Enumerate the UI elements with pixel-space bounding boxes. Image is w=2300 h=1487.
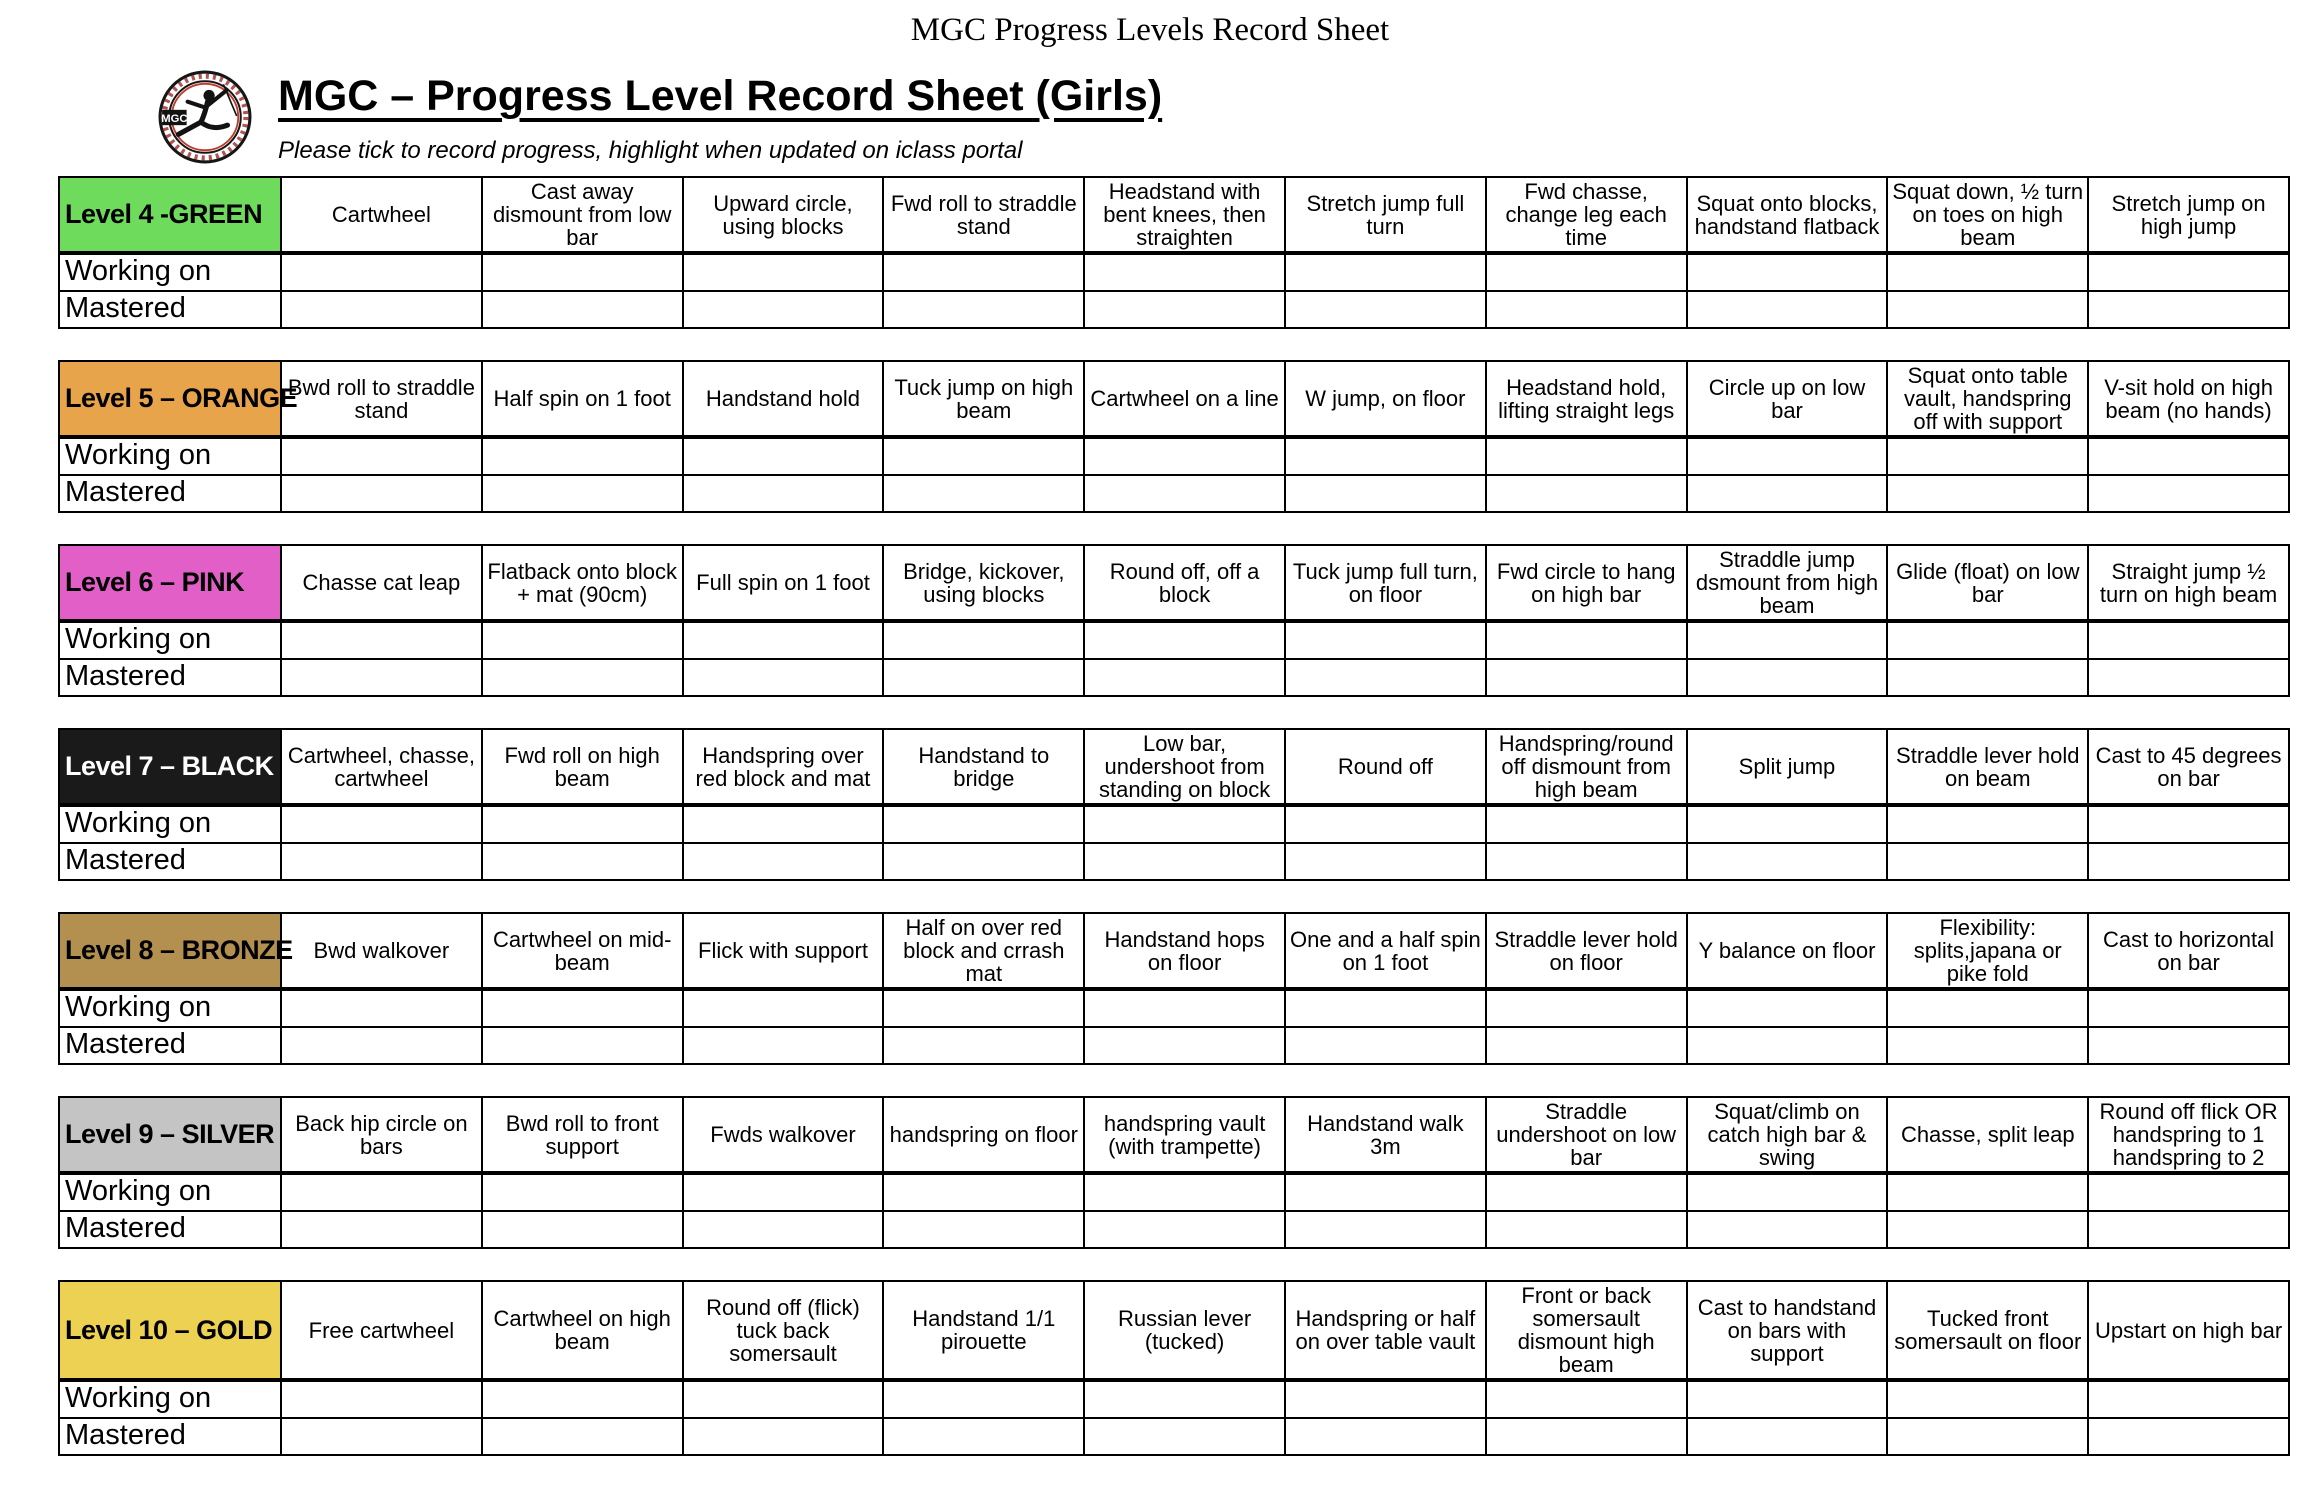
tick-cell-working[interactable]: [1486, 805, 1687, 843]
tick-cell-mastered[interactable]: [1486, 1418, 1687, 1455]
tick-cell-working[interactable]: [281, 253, 482, 291]
tick-cell-mastered[interactable]: [1486, 843, 1687, 880]
level-table: [58, 176, 2290, 329]
tick-cell-mastered[interactable]: [482, 1211, 683, 1248]
tick-cell-working[interactable]: [883, 1173, 1084, 1211]
tick-cell-mastered[interactable]: [1887, 1211, 2088, 1248]
tick-cell-working[interactable]: [1887, 1173, 2088, 1211]
skill-header: Bwd roll to straddle stand: [281, 361, 482, 437]
tick-cell-working[interactable]: [482, 437, 683, 475]
tick-cell-working[interactable]: [1887, 437, 2088, 475]
row-label-working: Working on: [59, 1380, 281, 1418]
skill-header: Flick with support: [683, 913, 884, 989]
tick-cell-mastered[interactable]: [2088, 475, 2289, 512]
tick-cell-mastered[interactable]: [1285, 1027, 1486, 1064]
tick-cell-working[interactable]: [1285, 805, 1486, 843]
tick-cell-working[interactable]: [1887, 621, 2088, 659]
tick-cell-mastered[interactable]: [883, 1418, 1084, 1455]
heading-block: [278, 70, 1162, 165]
tick-cell-mastered[interactable]: [2088, 1211, 2289, 1248]
tick-cell-working[interactable]: [1084, 621, 1285, 659]
skill-header: Back hip circle on bars: [281, 1097, 482, 1173]
skill-header: Y balance on floor: [1687, 913, 1888, 989]
tick-cell-mastered[interactable]: [1285, 843, 1486, 880]
level-table: [58, 1096, 2290, 1249]
tick-cell-mastered[interactable]: [883, 291, 1084, 328]
tick-cell-working[interactable]: [2088, 989, 2289, 1027]
skill-header: Low bar, undershoot from standing on block: [1084, 729, 1285, 805]
tick-cell-mastered[interactable]: [1285, 1418, 1486, 1455]
skill-header: Flexibility: splits,japana or pike fold: [1887, 913, 2088, 989]
tick-cell-working[interactable]: [1687, 989, 1888, 1027]
tick-cell-mastered[interactable]: [281, 291, 482, 328]
tick-cell-mastered[interactable]: [2088, 659, 2289, 696]
tick-cell-mastered[interactable]: [281, 475, 482, 512]
tick-cell-mastered[interactable]: [1887, 1418, 2088, 1455]
tick-cell-working[interactable]: [2088, 253, 2289, 291]
skill-header: Upstart on high bar: [2088, 1281, 2289, 1380]
tick-cell-working[interactable]: [1687, 621, 1888, 659]
tick-cell-mastered[interactable]: [1687, 1027, 1888, 1064]
skill-header: Russian lever (tucked): [1084, 1281, 1285, 1380]
tick-cell-mastered[interactable]: [1084, 1211, 1285, 1248]
tick-cell-mastered[interactable]: [1486, 1027, 1687, 1064]
tick-cell-working[interactable]: [683, 253, 884, 291]
tick-cell-working[interactable]: [1687, 805, 1888, 843]
tick-cell-mastered[interactable]: [2088, 1027, 2289, 1064]
progress-row-mastered: [59, 291, 2289, 328]
tick-cell-working[interactable]: [281, 989, 482, 1027]
skill-header: Squat/climb on catch high bar & swing: [1687, 1097, 1888, 1173]
tick-cell-working[interactable]: [281, 437, 482, 475]
skill-header: Full spin on 1 foot: [683, 545, 884, 621]
tick-cell-working[interactable]: [1887, 1380, 2088, 1418]
skill-header: Squat onto blocks, handstand flatback: [1687, 177, 1888, 253]
tick-cell-working[interactable]: [2088, 1173, 2289, 1211]
skill-header: Fwd roll to straddle stand: [883, 177, 1084, 253]
tick-cell-working[interactable]: [1285, 621, 1486, 659]
tick-cell-mastered[interactable]: [883, 1211, 1084, 1248]
skill-header: Cast to horizontal on bar: [2088, 913, 2289, 989]
tick-cell-mastered[interactable]: [1486, 1211, 1687, 1248]
skill-header: Cartwheel on mid-beam: [482, 913, 683, 989]
tick-cell-mastered[interactable]: [683, 1027, 884, 1064]
sheet-heading: MGC – Progress Level Record Sheet (Girls): [278, 72, 1163, 120]
tick-cell-mastered[interactable]: [1687, 843, 1888, 880]
skill-header: Half spin on 1 foot: [482, 361, 683, 437]
skill-header: Round off flick OR handspring to 1 handspring to 2: [2088, 1097, 2289, 1173]
row-label-mastered: Mastered: [59, 1418, 281, 1455]
skill-header: Fwd roll on high beam: [482, 729, 683, 805]
tick-cell-working[interactable]: [1285, 989, 1486, 1027]
tick-cell-mastered[interactable]: [281, 1027, 482, 1064]
tick-cell-mastered[interactable]: [281, 1211, 482, 1248]
tick-cell-working[interactable]: [1486, 621, 1687, 659]
tick-cell-mastered[interactable]: [482, 1418, 683, 1455]
tick-cell-working[interactable]: [883, 1380, 1084, 1418]
document-title: MGC Progress Levels Record Sheet: [910, 12, 1390, 48]
skill-header: Squat down, ½ turn on toes on high beam: [1887, 177, 2088, 253]
skill-header: Tucked front somersault on floor: [1887, 1281, 2088, 1380]
tick-cell-working[interactable]: [281, 805, 482, 843]
row-label-mastered: Mastered: [59, 475, 281, 512]
skill-header: Fwd circle to hang on high bar: [1486, 545, 1687, 621]
tick-cell-working[interactable]: [482, 1380, 683, 1418]
tick-cell-working[interactable]: [683, 805, 884, 843]
tick-cell-working[interactable]: [1887, 805, 2088, 843]
level-badge: Level 7 – BLACK: [59, 729, 281, 805]
skill-header: Handspring or half on over table vault: [1285, 1281, 1486, 1380]
tick-cell-working[interactable]: [1285, 1380, 1486, 1418]
tick-cell-working[interactable]: [1687, 253, 1888, 291]
tick-cell-working[interactable]: [1486, 1173, 1687, 1211]
tick-cell-mastered[interactable]: [883, 475, 1084, 512]
tick-cell-working[interactable]: [883, 621, 1084, 659]
skill-header: Bridge, kickover, using blocks: [883, 545, 1084, 621]
progress-row-working: [59, 1380, 2289, 1418]
tick-cell-working[interactable]: [2088, 805, 2289, 843]
tick-cell-working[interactable]: [2088, 1380, 2289, 1418]
tick-cell-working[interactable]: [482, 253, 683, 291]
tick-cell-mastered[interactable]: [1687, 1418, 1888, 1455]
level-badge: Level 6 – PINK: [59, 545, 281, 621]
skill-header: Round off: [1285, 729, 1486, 805]
progress-row-working: [59, 437, 2289, 475]
level-badge: Level 9 – SILVER: [59, 1097, 281, 1173]
skill-header: Handstand to bridge: [883, 729, 1084, 805]
tick-cell-working[interactable]: [1687, 437, 1888, 475]
skill-header: Round off (flick) tuck back somersault: [683, 1281, 884, 1380]
level-table: [58, 544, 2290, 697]
level-header-row: [59, 913, 2289, 989]
tick-cell-mastered[interactable]: [683, 1211, 884, 1248]
tick-cell-working[interactable]: [2088, 621, 2289, 659]
row-label-working: Working on: [59, 989, 281, 1027]
tick-cell-mastered[interactable]: [1887, 475, 2088, 512]
tick-cell-mastered[interactable]: [1285, 291, 1486, 328]
tick-cell-working[interactable]: [683, 1173, 884, 1211]
tick-cell-working[interactable]: [1084, 1173, 1285, 1211]
tick-cell-working[interactable]: [1486, 1380, 1687, 1418]
skill-header: Tuck jump full turn, on floor: [1285, 545, 1486, 621]
tick-cell-working[interactable]: [883, 989, 1084, 1027]
tick-cell-mastered[interactable]: [1084, 1027, 1285, 1064]
tick-cell-mastered[interactable]: [1486, 291, 1687, 328]
tick-cell-working[interactable]: [281, 621, 482, 659]
skill-header: Handstand 1/1 pirouette: [883, 1281, 1084, 1380]
skill-header: One and a half spin on 1 foot: [1285, 913, 1486, 989]
tick-cell-mastered[interactable]: [281, 843, 482, 880]
tick-cell-mastered[interactable]: [1084, 843, 1285, 880]
skill-header: Cartwheel, chasse, cartwheel: [281, 729, 482, 805]
tick-cell-working[interactable]: [1285, 253, 1486, 291]
progress-row-mastered: [59, 1027, 2289, 1064]
skill-header: Glide (float) on low bar: [1887, 545, 2088, 621]
progress-row-working: [59, 253, 2289, 291]
tick-cell-working[interactable]: [1084, 437, 1285, 475]
skill-header: Handspring/round off dismount from high beam: [1486, 729, 1687, 805]
skill-header: Handspring over red block and mat: [683, 729, 884, 805]
skill-header: Chasse, split leap: [1887, 1097, 2088, 1173]
level-header-row: [59, 1281, 2289, 1380]
progress-row-working: [59, 621, 2289, 659]
tick-cell-working[interactable]: [1084, 253, 1285, 291]
tick-cell-working[interactable]: [683, 1380, 884, 1418]
tick-cell-working[interactable]: [683, 621, 884, 659]
tick-cell-mastered[interactable]: [883, 659, 1084, 696]
progress-row-working: [59, 1173, 2289, 1211]
mgc-logo-icon: [158, 70, 252, 164]
tick-cell-mastered[interactable]: [1486, 659, 1687, 696]
tick-cell-working[interactable]: [482, 989, 683, 1027]
tick-cell-working[interactable]: [683, 989, 884, 1027]
tick-cell-working[interactable]: [1084, 989, 1285, 1027]
tick-cell-mastered[interactable]: [683, 843, 884, 880]
row-label-working: Working on: [59, 253, 281, 291]
tick-cell-mastered[interactable]: [1084, 475, 1285, 512]
level-badge: Level 5 – ORANGE: [59, 361, 281, 437]
instruction-note: Please tick to record progress, highlight when updated on iclass portal: [278, 137, 1023, 164]
level-table: [58, 728, 2290, 881]
skill-header: Handstand walk 3m: [1285, 1097, 1486, 1173]
skill-header: Flatback onto block + mat (90cm): [482, 545, 683, 621]
skill-header: Free cartwheel: [281, 1281, 482, 1380]
tick-cell-mastered[interactable]: [1285, 475, 1486, 512]
row-label-working: Working on: [59, 437, 281, 475]
tick-cell-working[interactable]: [1486, 989, 1687, 1027]
skill-header: Straight jump ½ turn on high beam: [2088, 545, 2289, 621]
skill-header: Headstand hold, lifting straight legs: [1486, 361, 1687, 437]
progress-row-working: [59, 989, 2289, 1027]
row-label-mastered: Mastered: [59, 1211, 281, 1248]
row-label-working: Working on: [59, 1173, 281, 1211]
skill-header: Straddle jump dsmount from high beam: [1687, 545, 1888, 621]
skill-header: Cartwheel: [281, 177, 482, 253]
tick-cell-working[interactable]: [281, 1380, 482, 1418]
skill-header: Straddle lever hold on beam: [1887, 729, 2088, 805]
tick-cell-working[interactable]: [2088, 437, 2289, 475]
row-label-working: Working on: [59, 621, 281, 659]
tick-cell-working[interactable]: [1084, 1380, 1285, 1418]
skill-header: Cartwheel on high beam: [482, 1281, 683, 1380]
level-table: [58, 360, 2290, 513]
skill-header: Split jump: [1687, 729, 1888, 805]
tick-cell-mastered[interactable]: [482, 1027, 683, 1064]
skill-header: Tuck jump on high beam: [883, 361, 1084, 437]
level-header-row: [59, 729, 2289, 805]
skill-header: Cast to 45 degrees on bar: [2088, 729, 2289, 805]
progress-row-mastered: [59, 475, 2289, 512]
tick-cell-mastered[interactable]: [683, 291, 884, 328]
tick-cell-working[interactable]: [1687, 1173, 1888, 1211]
skill-header: Front or back somersault dismount high beam: [1486, 1281, 1687, 1380]
tick-cell-working[interactable]: [482, 805, 683, 843]
tick-cell-working[interactable]: [281, 1173, 482, 1211]
row-label-mastered: Mastered: [59, 291, 281, 328]
skill-header: V-sit hold on high beam (no hands): [2088, 361, 2289, 437]
row-label-working: Working on: [59, 805, 281, 843]
tick-cell-mastered[interactable]: [683, 475, 884, 512]
tick-cell-working[interactable]: [1285, 437, 1486, 475]
skill-header: Upward circle, using blocks: [683, 177, 884, 253]
skill-header: Bwd walkover: [281, 913, 482, 989]
tick-cell-mastered[interactable]: [2088, 1418, 2289, 1455]
tick-cell-mastered[interactable]: [482, 659, 683, 696]
tick-cell-working[interactable]: [482, 621, 683, 659]
row-label-mastered: Mastered: [59, 1027, 281, 1064]
tick-cell-mastered[interactable]: [683, 659, 884, 696]
tick-cell-working[interactable]: [1084, 805, 1285, 843]
skill-header: Bwd roll to front support: [482, 1097, 683, 1173]
level-badge: Level 4 -GREEN: [59, 177, 281, 253]
tick-cell-mastered[interactable]: [1887, 843, 2088, 880]
tick-cell-working[interactable]: [1486, 253, 1687, 291]
progress-row-working: [59, 805, 2289, 843]
tick-cell-working[interactable]: [883, 253, 1084, 291]
sheet-header: [158, 70, 1162, 165]
tick-cell-mastered[interactable]: [1887, 291, 2088, 328]
tick-cell-mastered[interactable]: [1687, 1211, 1888, 1248]
level-header-row: [59, 545, 2289, 621]
tick-cell-mastered[interactable]: [482, 291, 683, 328]
tick-cell-mastered[interactable]: [1486, 475, 1687, 512]
skill-header: Straddle lever hold on floor: [1486, 913, 1687, 989]
level-header-row: [59, 1097, 2289, 1173]
progress-row-mastered: [59, 843, 2289, 880]
level-table: [58, 912, 2290, 1065]
tick-cell-mastered[interactable]: [2088, 843, 2289, 880]
skill-header: handspring vault (with trampette): [1084, 1097, 1285, 1173]
level-tables: [58, 176, 2290, 1487]
skill-header: Handstand hops on floor: [1084, 913, 1285, 989]
progress-row-mastered: [59, 1211, 2289, 1248]
skill-header: handspring on floor: [883, 1097, 1084, 1173]
tick-cell-mastered[interactable]: [1084, 291, 1285, 328]
tick-cell-working[interactable]: [883, 437, 1084, 475]
skill-header: Handstand hold: [683, 361, 884, 437]
tick-cell-mastered[interactable]: [1887, 1027, 2088, 1064]
tick-cell-mastered[interactable]: [1887, 659, 2088, 696]
level-header-row: [59, 177, 2289, 253]
tick-cell-working[interactable]: [482, 1173, 683, 1211]
skill-header: Stretch jump full turn: [1285, 177, 1486, 253]
level-badge: Level 10 – GOLD: [59, 1281, 281, 1380]
skill-header: W jump, on floor: [1285, 361, 1486, 437]
tick-cell-mastered[interactable]: [281, 1418, 482, 1455]
skill-header: Round off, off a block: [1084, 545, 1285, 621]
tick-cell-mastered[interactable]: [2088, 291, 2289, 328]
skill-header: Stretch jump on high jump: [2088, 177, 2289, 253]
skill-header: Cast to handstand on bars with support: [1687, 1281, 1888, 1380]
tick-cell-mastered[interactable]: [883, 1027, 1084, 1064]
row-label-mastered: Mastered: [59, 659, 281, 696]
row-label-mastered: Mastered: [59, 843, 281, 880]
skill-header: Chasse cat leap: [281, 545, 482, 621]
tick-cell-working[interactable]: [1687, 1380, 1888, 1418]
level-table: [58, 1280, 2290, 1456]
tick-cell-mastered[interactable]: [1285, 1211, 1486, 1248]
skill-header: Squat onto table vault, handspring off with support: [1887, 361, 2088, 437]
skill-header: Headstand with bent knees, then straighten: [1084, 177, 1285, 253]
skill-header: Half on over red block and crrash mat: [883, 913, 1084, 989]
tick-cell-mastered[interactable]: [683, 1418, 884, 1455]
skill-header: Fwds walkover: [683, 1097, 884, 1173]
tick-cell-working[interactable]: [1486, 437, 1687, 475]
skill-header: Circle up on low bar: [1687, 361, 1888, 437]
progress-row-mastered: [59, 659, 2289, 696]
level-header-row: [59, 361, 2289, 437]
skill-header: Cast away dismount from low bar: [482, 177, 683, 253]
tick-cell-mastered[interactable]: [1084, 1418, 1285, 1455]
tick-cell-mastered[interactable]: [1687, 291, 1888, 328]
skill-header: Cartwheel on a line: [1084, 361, 1285, 437]
progress-row-mastered: [59, 1418, 2289, 1455]
tick-cell-mastered[interactable]: [883, 843, 1084, 880]
logo-monogram: MGC: [161, 113, 188, 126]
tick-cell-mastered[interactable]: [1687, 659, 1888, 696]
level-badge: Level 8 – BRONZE: [59, 913, 281, 989]
skill-header: Fwd chasse, change leg each time: [1486, 177, 1687, 253]
tick-cell-working[interactable]: [1285, 1173, 1486, 1211]
skill-header: Straddle undershoot on low bar: [1486, 1097, 1687, 1173]
tick-cell-mastered[interactable]: [1687, 475, 1888, 512]
tick-cell-mastered[interactable]: [281, 659, 482, 696]
tick-cell-working[interactable]: [1887, 989, 2088, 1027]
tick-cell-mastered[interactable]: [1285, 659, 1486, 696]
tick-cell-mastered[interactable]: [1084, 659, 1285, 696]
tick-cell-mastered[interactable]: [482, 843, 683, 880]
tick-cell-working[interactable]: [1887, 253, 2088, 291]
tick-cell-working[interactable]: [683, 437, 884, 475]
tick-cell-mastered[interactable]: [482, 475, 683, 512]
tick-cell-working[interactable]: [883, 805, 1084, 843]
